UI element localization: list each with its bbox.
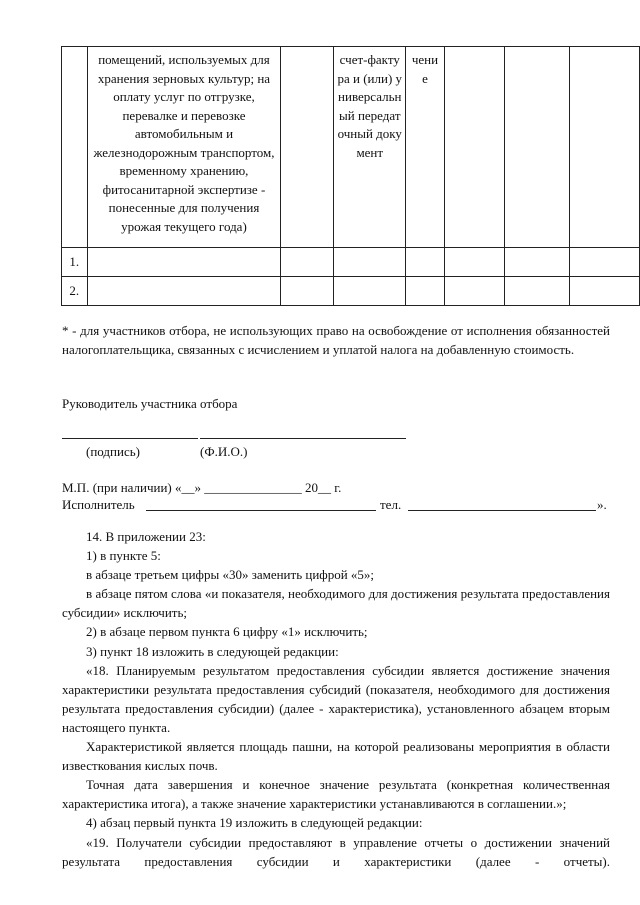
table-cell bbox=[569, 277, 639, 306]
amendments-text bbox=[62, 527, 610, 871]
paragraph: в абзаце третьем цифры «30» заменить цифрой «5»; bbox=[86, 567, 375, 583]
paragraph: 14. В приложении 23: bbox=[86, 529, 206, 544]
table-cell bbox=[334, 248, 406, 277]
table-cell bbox=[569, 248, 639, 277]
signature-line bbox=[62, 438, 198, 439]
expense-table bbox=[61, 46, 640, 306]
paragraph: Характеристикой является площадь пашни, на которой реализованы мероприятия в области известкования кислых почв. bbox=[62, 739, 610, 774]
table-cell bbox=[87, 277, 281, 306]
head-label: Руководитель участника отбора bbox=[62, 396, 238, 411]
paragraph: 3) пункт 18 изложить в следующей редакции: bbox=[86, 643, 339, 659]
table-cell bbox=[406, 277, 445, 306]
table-cell-description: помещений, используемых для хранения зерновых культур; на оплату услуг по отгрузке, перевалке и перевозке автомобильным и железнодорожным транспортом, временному хранению, фитосанитарной экспертизе - понесенные для получения урожая текущего года) bbox=[87, 47, 281, 248]
row-number: 1. bbox=[62, 248, 88, 277]
row-number: 2. bbox=[62, 277, 88, 306]
paragraph: 1) в пункте 5: bbox=[86, 548, 161, 564]
paragraph: 2) в абзаце первом пункта 6 цифру «1» исключить; bbox=[86, 624, 368, 640]
fio-caption: (Ф.И.О.) bbox=[200, 444, 248, 459]
footnote: * - для участников отбора, не использующих право на освобождение от исполнения обязанностей налогоплательщика, связанных с исчислением и уплатой налога на добавленную стоимость. bbox=[62, 323, 610, 357]
table-row bbox=[62, 248, 640, 277]
table-cell bbox=[281, 277, 334, 306]
table-row bbox=[62, 47, 640, 248]
table-cell bbox=[504, 47, 569, 248]
phone-label: тел. bbox=[380, 497, 402, 512]
table-cell bbox=[504, 277, 569, 306]
fio-line bbox=[200, 438, 406, 439]
executor-line bbox=[146, 510, 376, 511]
table-cell bbox=[444, 47, 504, 248]
table-cell bbox=[62, 47, 88, 248]
table-cell bbox=[504, 248, 569, 277]
paragraph: «18. Планируемым результатом предоставления субсидии является достижение значения характеристики результата предоставления субсидий (показателя, необходимого для достижения результата предоставления субсидии) (далее - характеристика), установленного абзацем вторым настоящего пункта. bbox=[62, 662, 610, 735]
phone-line bbox=[408, 510, 596, 511]
table-cell bbox=[444, 248, 504, 277]
table-cell bbox=[281, 47, 334, 248]
paragraph: в абзаце пятом слова «и показателя, необходимого для достижения результата предоставления субсидии» исключить; bbox=[62, 586, 610, 621]
closing-quote: ». bbox=[597, 497, 607, 512]
paragraph: 4) абзац первый пункта 19 изложить в следующей редакции: bbox=[86, 815, 423, 831]
paragraph: «19. Получатели субсидии предоставляют в управление отчеты о достижении значений результата предоставления субсидии и характеристики (далее - отчеты). bbox=[62, 834, 610, 869]
paragraph: Точная дата завершения и конечное значение результата (конкретная количественная характеристика итога), а также значение характеристики устанавливаются в соглашении.»; bbox=[62, 777, 610, 812]
table-cell bbox=[444, 277, 504, 306]
table-cell bbox=[87, 248, 281, 277]
table-cell-document-type: счет-фактура и (или) универсальный передаточный документ bbox=[334, 47, 406, 248]
table-row bbox=[62, 277, 640, 306]
executor-label: Исполнитель bbox=[62, 497, 135, 512]
stamp-date-line: М.П. (при наличии) «__» _______________ 20__ г. bbox=[62, 480, 342, 495]
table-cell bbox=[569, 47, 639, 248]
table-cell bbox=[281, 248, 334, 277]
table-cell bbox=[334, 277, 406, 306]
sign-caption: (подпись) bbox=[86, 444, 140, 459]
table-cell-note: чение bbox=[406, 47, 445, 248]
table-cell bbox=[406, 248, 445, 277]
